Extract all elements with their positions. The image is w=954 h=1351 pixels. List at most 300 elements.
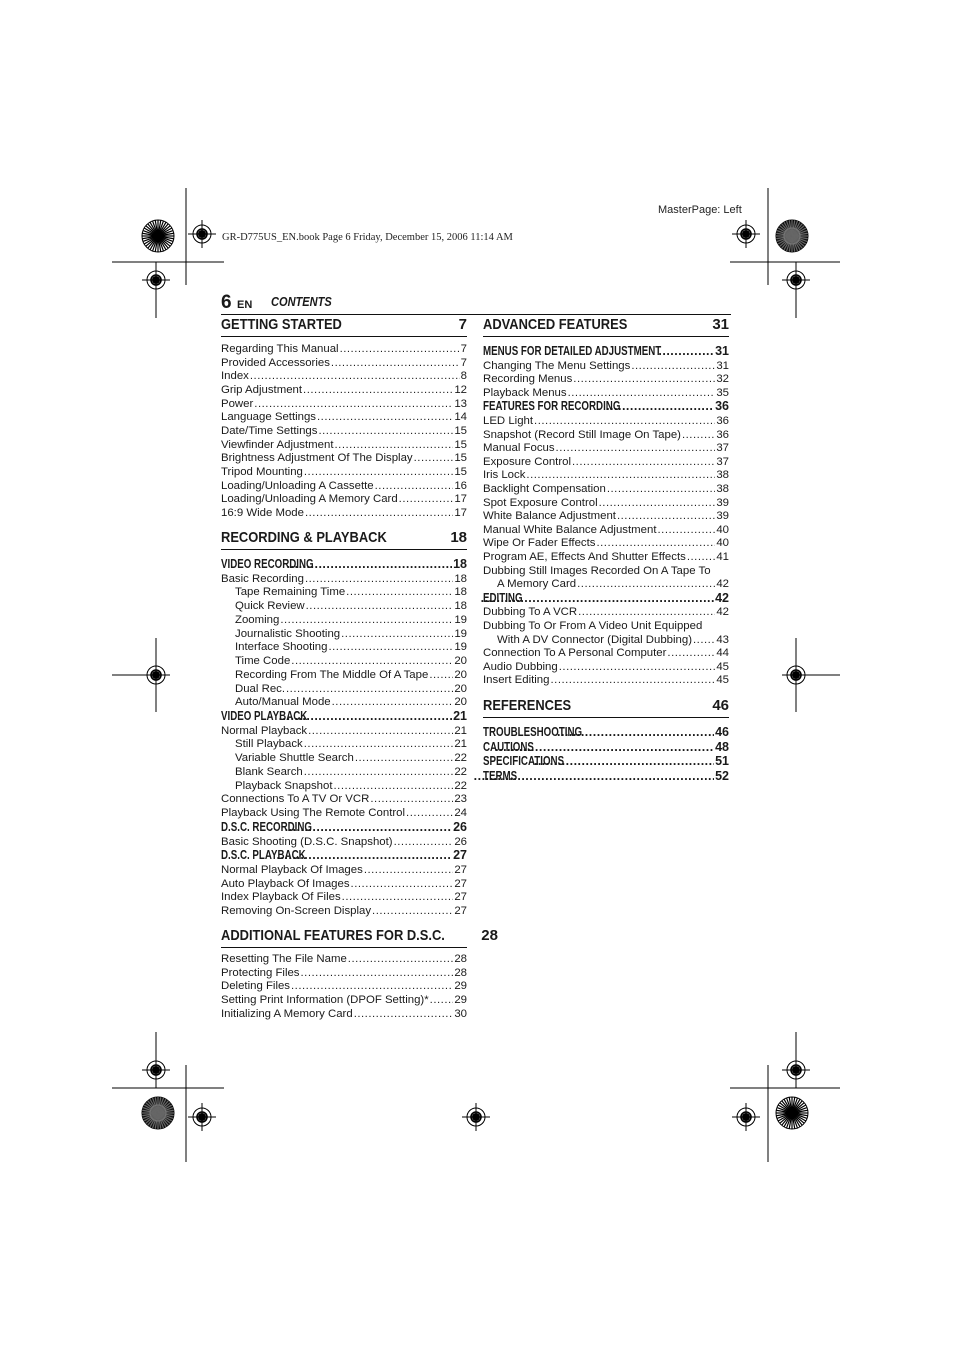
- toc-entry-page: 15: [454, 424, 467, 437]
- dot-leader: [568, 386, 716, 400]
- toc-entry: [221, 979, 467, 993]
- dot-leader: [534, 414, 715, 428]
- toc-entry-page: 15: [454, 452, 467, 465]
- toc-entry-text: TROUBLESHOOTING: [483, 725, 583, 739]
- toc-entry-page: 22: [454, 752, 467, 765]
- toc-entry: [221, 438, 467, 452]
- toc-entry-text: Loading/Unloading A Cassette: [221, 479, 374, 492]
- toc-entry-page: 38: [716, 483, 729, 495]
- registration-crosshair-icon: [462, 1103, 490, 1131]
- page-number: 6: [221, 292, 232, 313]
- toc-entry: [235, 682, 467, 696]
- toc-entry-text: Variable Shuttle Search: [235, 752, 354, 765]
- toc-entry: [221, 492, 467, 506]
- dot-leader: [317, 410, 453, 424]
- dot-leader: [617, 509, 715, 523]
- toc-entry-text: Brightness Adjustment Of The Display: [221, 452, 413, 465]
- toc-entry: [221, 835, 467, 849]
- toc-entry: [235, 765, 467, 779]
- toc-entry-page: 42: [716, 606, 729, 619]
- toc-entry-page: 40: [716, 537, 729, 550]
- recording-playback-heading-title: RECORDING & PLAYBACK: [221, 529, 387, 546]
- toc-entry: [221, 479, 467, 493]
- toc-entry-page: 38: [716, 469, 729, 482]
- toc-entry: [483, 646, 729, 660]
- toc-entry-page: 18: [454, 586, 467, 599]
- toc-entry: [483, 468, 729, 482]
- toc-entry: [497, 577, 729, 591]
- toc-entry-text: 16:9 Wide Mode: [221, 506, 304, 519]
- toc-entry-text: Program AE, Effects And Shutter Effects: [483, 551, 686, 563]
- toc-entry: [235, 751, 467, 765]
- toc-entry-page: 46: [715, 725, 729, 739]
- toc-entry: [221, 904, 467, 918]
- toc-entry-page: 26: [453, 819, 467, 834]
- toc-entry: [483, 386, 729, 400]
- toc-entry-page: 27: [453, 848, 467, 863]
- toc-entry-page: 26: [454, 835, 467, 848]
- toc-subheading: [483, 725, 729, 739]
- toc-entry-text: A Memory Card: [497, 578, 577, 591]
- toc-entry: [483, 673, 729, 687]
- advanced-features-heading-page: 31: [712, 316, 729, 333]
- dot-leader: [304, 765, 454, 779]
- toc-entry-text: Snapshot (Record Still Image On Tape): [483, 428, 681, 441]
- references-heading-title: REFERENCES: [483, 697, 572, 714]
- toc-subheading: [483, 740, 729, 754]
- toc-subheading: [483, 754, 729, 768]
- toc-entry: [235, 668, 467, 682]
- dot-leader: [370, 792, 453, 806]
- dot-leader: [607, 482, 715, 496]
- registration-crosshair-icon: [142, 1056, 170, 1084]
- dot-leader: [303, 383, 453, 397]
- toc-entry-page: 18: [453, 557, 467, 571]
- toc-subheading: [483, 344, 729, 358]
- toc-entry-page: 48: [715, 739, 729, 754]
- toc-entry: [483, 428, 729, 442]
- toc-entry: [221, 863, 467, 877]
- toc-entry-text: Journalistic Shooting: [235, 627, 341, 640]
- toc-entry: [483, 660, 729, 674]
- toc-entry-page: 43: [716, 633, 729, 646]
- toc-entry-text: FEATURES FOR RECORDING: [483, 399, 621, 414]
- toc-entry-text: Index: [221, 370, 249, 383]
- toc-entry-text: VIDEO PLAYBACK: [221, 709, 308, 724]
- dot-leader: [394, 835, 454, 849]
- toc-entry: [221, 877, 467, 891]
- toc-entry: [221, 993, 467, 1007]
- additional-features-heading: [221, 927, 498, 948]
- registration-crosshair-icon: [782, 266, 810, 294]
- dot-leader: [348, 952, 454, 966]
- dot-leader: [334, 779, 454, 793]
- toc-entry-page: 35: [716, 386, 729, 399]
- dot-leader: [526, 468, 715, 482]
- toc-entry-page: 31: [716, 359, 729, 372]
- toc-entry: [221, 966, 467, 980]
- dot-leader: [693, 633, 715, 647]
- toc-entry-page: 44: [716, 647, 729, 660]
- toc-entry-page: 30: [454, 1007, 467, 1020]
- toc-entry-text: Manual Focus: [483, 442, 555, 455]
- toc-entry-text: Insert Editing: [483, 674, 550, 687]
- toc-entry-text: Blank Search: [235, 765, 303, 778]
- toc-entry-page: 22: [454, 765, 467, 778]
- toc-entry-text: Playback Using The Remote Control: [221, 807, 406, 820]
- toc-entry-page: 20: [454, 668, 467, 681]
- toc-entry-page: 42: [716, 578, 729, 591]
- toc-entry-page: 8: [460, 370, 467, 383]
- dot-leader: [364, 863, 454, 877]
- toc-subheading: [221, 557, 467, 571]
- toc-entry-page: 28: [454, 966, 467, 979]
- toc-entry-text: Protecting Files: [221, 966, 300, 979]
- toc-entry: [221, 806, 467, 820]
- toc-subheading: [483, 769, 729, 783]
- dot-leader: [351, 877, 454, 891]
- toc-entry-page: 36: [716, 428, 729, 441]
- dot-leader: [658, 344, 714, 358]
- dot-leader: [596, 536, 715, 550]
- toc-entry-page: 37: [716, 442, 729, 455]
- toc-entry: [483, 550, 729, 564]
- toc-entry-page: 19: [454, 641, 467, 654]
- toc-entry: [235, 654, 467, 668]
- toc-entry-text: D.S.C. RECORDING: [221, 819, 313, 834]
- toc-entry: [221, 572, 467, 586]
- toc-subheading: [221, 848, 467, 862]
- toc-entry-text: Auto Playback Of Images: [221, 877, 350, 890]
- toc-entry-text: Quick Review: [235, 600, 305, 613]
- toc-entry: [235, 695, 467, 709]
- dot-leader: [687, 550, 716, 564]
- toc-subheading: [221, 709, 467, 723]
- dot-leader: [550, 673, 715, 687]
- toc-entry-page: 18: [454, 572, 467, 585]
- toc-entry-text: LED Light: [483, 415, 534, 427]
- toc-entry-text: Recording Menus: [483, 373, 573, 386]
- toc-entry-page: 27: [454, 863, 467, 876]
- toc-entry-text: Connections To A TV Or VCR: [221, 793, 370, 806]
- toc-entry: Dubbing Still Images Recorded On A Tape To: [483, 564, 711, 577]
- toc-entry-page: 19: [454, 613, 467, 626]
- toc-entry-page: 19: [454, 627, 467, 640]
- dot-leader: [286, 682, 453, 696]
- toc-entry-text: Dubbing To A VCR: [483, 606, 578, 619]
- toc-entry: [221, 383, 467, 397]
- toc-entry-text: Date/Time Settings: [221, 424, 318, 437]
- toc-entry: [483, 536, 729, 550]
- dot-leader: [657, 523, 715, 537]
- toc-entry: [221, 424, 467, 438]
- toc-entry-page: 36: [716, 415, 729, 427]
- toc-entry-text: Power: [221, 397, 254, 410]
- toc-entry-page: 17: [454, 493, 467, 506]
- toc-entry-page: 22: [454, 779, 467, 792]
- registration-crosshair-icon: [142, 661, 170, 689]
- toc-entry-text: Dual Rec.: [235, 682, 286, 695]
- additional-features-heading-page: 28: [481, 927, 498, 944]
- page-title: CONTENTS: [271, 294, 332, 309]
- references-heading: [483, 697, 729, 718]
- advanced-features-heading: [483, 316, 729, 337]
- toc-entry-text: CAUTIONS: [483, 739, 534, 754]
- registration-crosshair-icon: [782, 1056, 810, 1084]
- toc-entry-text: Auto/Manual Mode: [235, 696, 331, 709]
- toc-entry: [483, 359, 729, 373]
- toc-entry-text: Still Playback: [235, 738, 303, 751]
- toc-entry: [483, 523, 729, 537]
- registration-crosshair-icon: [732, 1103, 760, 1131]
- toc-entry-page: 21: [454, 738, 467, 751]
- toc-entry-text: VIDEO RECORDING: [221, 557, 314, 571]
- toc-entry-page: 37: [716, 455, 729, 468]
- toc-entry: [483, 441, 729, 455]
- dot-leader: [682, 428, 715, 442]
- toc-entry-page: 16: [454, 479, 467, 492]
- dot-leader: [328, 640, 453, 654]
- toc-entry-page: 31: [715, 344, 729, 358]
- dot-leader: [399, 492, 454, 506]
- toc-entry: [483, 605, 729, 619]
- toc-entry-text: D.S.C. PLAYBACK: [221, 848, 306, 863]
- toc-entry-page: 23: [454, 793, 467, 806]
- toc-entry-page: 27: [454, 891, 467, 904]
- toc-entry-page: 41: [716, 551, 729, 563]
- dot-leader: [406, 806, 453, 820]
- toc-entry: [483, 509, 729, 523]
- toc-entry-text: Interface Shooting: [235, 641, 328, 654]
- toc-entry-page: 20: [454, 682, 467, 695]
- toc-entry: [497, 633, 729, 647]
- toc-entry-page: 15: [454, 465, 467, 478]
- toc-entry-page: 7: [460, 343, 467, 355]
- toc-entry: [235, 779, 467, 793]
- toc-subheading: [483, 591, 729, 605]
- toc-entry-text: MENUS FOR DETAILED ADJUSTMENT: [483, 344, 662, 358]
- dot-leader: [332, 695, 454, 709]
- dot-leader: [305, 572, 453, 586]
- advanced-features-heading-title: ADVANCED FEATURES: [483, 316, 628, 333]
- toc-entry: [221, 952, 467, 966]
- toc-entry-text: Basic Shooting (D.S.C. Snapshot): [221, 835, 393, 848]
- registration-starburst-icon: [142, 220, 174, 252]
- dot-leader: [305, 506, 453, 520]
- dot-leader: [254, 397, 453, 411]
- toc-entry: [221, 451, 467, 465]
- toc-entry-page: 20: [454, 696, 467, 709]
- dot-leader: [306, 599, 454, 613]
- toc-entry-text: Changing The Menu Settings: [483, 359, 631, 372]
- toc-entry-page: 45: [716, 660, 729, 673]
- toc-entry-text: Normal Playback: [221, 724, 308, 737]
- dot-leader: [331, 356, 460, 370]
- dot-leader: [429, 668, 453, 682]
- toc-entry-page: 52: [715, 768, 729, 783]
- toc-entry: Dubbing To Or From A Video Unit Equipped: [483, 620, 703, 632]
- toc-entry-text: TERMS: [483, 768, 518, 783]
- toc-entry-page: 13: [454, 397, 467, 410]
- references-heading-page: 46: [712, 697, 729, 714]
- toc-entry-page: 40: [716, 523, 729, 536]
- toc-entry-text: Connection To A Personal Computer: [483, 647, 667, 660]
- language-tag: EN: [237, 299, 253, 311]
- dot-leader: [340, 342, 460, 356]
- toc-subheading: [483, 399, 729, 413]
- dot-leader: [556, 441, 716, 455]
- toc-entry-text: Manual White Balance Adjustment: [483, 523, 657, 536]
- toc-entry-page: 39: [716, 510, 729, 523]
- toc-entry-page: 42: [715, 590, 729, 605]
- toc-entry: [221, 792, 467, 806]
- toc-entry-page: 39: [716, 496, 729, 509]
- page-header: [221, 292, 731, 315]
- registration-crosshair-icon: [188, 220, 216, 248]
- toc-entry-text: Resetting The File Name: [221, 953, 347, 965]
- toc-entry-page: 51: [715, 754, 729, 769]
- toc-entry: [221, 369, 467, 383]
- registration-crosshair-icon: [188, 1103, 216, 1131]
- toc-entry-page: 18: [454, 600, 467, 613]
- getting-started-heading-page: 7: [458, 316, 467, 333]
- dot-leader: [372, 904, 453, 918]
- toc-entry-text: Recording From The Middle Of A Tape: [235, 668, 429, 681]
- toc-entry: [235, 585, 467, 599]
- registration-crosshair-icon: [142, 266, 170, 294]
- toc-entry: [221, 724, 467, 738]
- toc-entry-text: Backlight Compensation: [483, 483, 606, 495]
- toc-subheading: [221, 820, 467, 834]
- toc-entry-page: 36: [715, 399, 729, 414]
- registration-starburst-icon: [776, 1097, 808, 1129]
- dot-leader: [375, 479, 454, 493]
- recording-playback-heading: [221, 529, 467, 550]
- toc-entry-page: 21: [453, 709, 467, 724]
- dot-leader: [559, 660, 716, 674]
- toc-entry-text: Removing On-Screen Display: [221, 905, 372, 918]
- dot-leader: [291, 979, 453, 993]
- toc-entry-page: 7: [460, 356, 467, 369]
- dot-leader: [335, 438, 454, 452]
- toc-entry-page: 17: [454, 506, 467, 519]
- registration-crosshair-icon: [782, 661, 810, 689]
- dot-leader: [291, 654, 453, 668]
- dot-leader: [346, 585, 453, 599]
- toc-entry: [221, 356, 467, 370]
- dot-leader: [304, 465, 453, 479]
- toc-entry: [221, 1007, 467, 1021]
- dot-leader: [667, 646, 715, 660]
- toc-entry-page: 12: [454, 383, 467, 396]
- toc-entry: [221, 342, 467, 356]
- dot-leader: [599, 496, 716, 510]
- dot-leader: [318, 424, 453, 438]
- toc-entry: [221, 465, 467, 479]
- dot-leader: [606, 399, 714, 413]
- dot-leader: [341, 627, 453, 641]
- toc-entry: [221, 890, 467, 904]
- toc-entry: [235, 737, 467, 751]
- getting-started-heading: [221, 316, 467, 337]
- toc-entry-page: 45: [716, 674, 729, 687]
- toc-entry-text: White Balance Adjustment: [483, 510, 616, 523]
- toc-entry-page: 29: [454, 980, 467, 993]
- dot-leader: [414, 451, 454, 465]
- toc-entry: [235, 640, 467, 654]
- dot-leader: [577, 577, 715, 591]
- dot-leader: [280, 613, 453, 627]
- toc-entry: [483, 372, 729, 386]
- dot-leader: [354, 1007, 454, 1021]
- toc-entry: [221, 410, 467, 424]
- toc-entry-text: EDITING: [483, 590, 523, 605]
- toc-entry-text: Spot Exposure Control: [483, 496, 598, 509]
- toc-entry-text: Zooming: [235, 613, 280, 626]
- masterpage-label: MasterPage: Left: [658, 204, 742, 216]
- dot-leader: [304, 737, 454, 751]
- toc-entry-text: Time Code: [235, 655, 291, 668]
- recording-playback-heading-page: 18: [450, 529, 467, 546]
- toc-entry-page: 29: [454, 994, 467, 1007]
- dot-leader: [578, 605, 715, 619]
- trim-info: GR-D775US_EN.book Page 6 Friday, December 15, 2006 11:14 AM: [222, 232, 513, 243]
- dot-leader: [631, 359, 715, 373]
- toc-entry: [483, 414, 729, 428]
- toc-entry-text: Wipe Or Fader Effects: [483, 537, 596, 550]
- toc-entry-page: 28: [454, 953, 467, 965]
- dot-leader: [573, 372, 715, 386]
- toc-entry-text: Normal Playback Of Images: [221, 863, 363, 876]
- toc-entry: [235, 613, 467, 627]
- toc-entry: [221, 397, 467, 411]
- toc-entry-text: Basic Recording: [221, 572, 304, 585]
- toc-entry-page: 27: [454, 877, 467, 890]
- toc-entry-text: With A DV Connector (Digital Dubbing): [497, 633, 692, 646]
- toc-entry-text: Exposure Control: [483, 455, 572, 468]
- toc-entry: [483, 496, 729, 510]
- getting-started-heading-title: GETTING STARTED: [221, 316, 342, 333]
- toc-entry-text: Index Playback Of Files: [221, 891, 341, 904]
- toc-entry: [483, 482, 729, 496]
- toc-entry-page: 20: [454, 655, 467, 668]
- toc-entry-page: 24: [454, 807, 467, 820]
- dot-leader: [250, 369, 460, 383]
- dot-leader: [430, 993, 454, 1007]
- toc-entry-text: Tape Remaining Time: [235, 586, 346, 599]
- registration-starburst-icon: [776, 220, 808, 252]
- toc-entry-text: Provided Accessories: [221, 356, 330, 369]
- dot-leader: [342, 890, 454, 904]
- toc-entry-text: Iris Lock: [483, 469, 526, 482]
- toc-entry: [221, 506, 467, 520]
- toc-entry-text: SPECIFICATIONS: [483, 754, 565, 769]
- registration-starburst-icon: [142, 1097, 174, 1129]
- toc-entry-text: Language Settings: [221, 411, 317, 424]
- dot-leader: [301, 966, 454, 980]
- toc-entry-text: Playback Snapshot: [235, 779, 333, 792]
- toc-entry-page: 15: [454, 438, 467, 451]
- toc-entry-text: Loading/Unloading A Memory Card: [221, 493, 398, 506]
- toc-entry-text: Deleting Files: [221, 980, 291, 993]
- registration-crosshair-icon: [732, 220, 760, 248]
- toc-entry-text: Regarding This Manual: [221, 343, 339, 355]
- dot-leader: [355, 751, 454, 765]
- toc-entry-text: Initializing A Memory Card: [221, 1007, 353, 1020]
- additional-features-heading-title: ADDITIONAL FEATURES FOR D.S.C.: [221, 927, 445, 944]
- toc-entry-text: Tripod Mounting: [221, 465, 303, 478]
- toc-entry-text: Audio Dubbing: [483, 660, 558, 673]
